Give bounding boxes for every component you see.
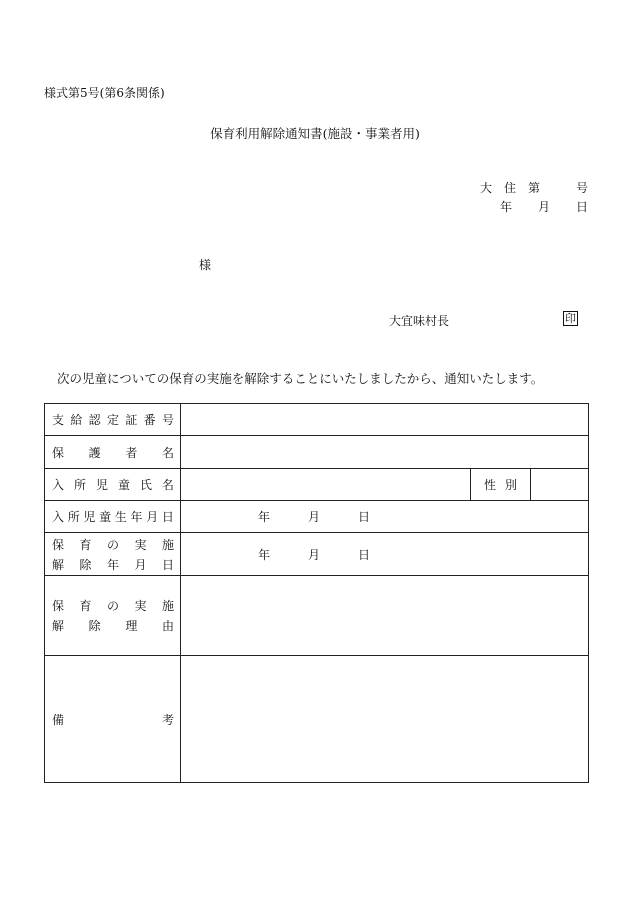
day-unit: 日 xyxy=(358,547,371,562)
day-unit: 日 xyxy=(575,200,588,214)
addressee-suffix: 様 xyxy=(199,258,212,272)
month-unit: 月 xyxy=(308,510,321,524)
doc-dai: 第 xyxy=(527,181,540,195)
month-unit: 月 xyxy=(308,547,321,562)
child-name-label: 入 所 児 童 氏 名 xyxy=(52,478,174,492)
birthdate-label-cell xyxy=(45,501,181,533)
month-unit: 月 xyxy=(537,200,550,214)
release-reason-field[interactable] xyxy=(181,576,589,656)
guardian-label-cell xyxy=(45,436,181,469)
sex-label-cell xyxy=(470,469,530,501)
issue-date-line xyxy=(500,198,588,215)
table-row xyxy=(45,576,589,656)
release-date-label-cell xyxy=(45,533,181,576)
sex-label: 性 別 xyxy=(483,478,517,492)
child-name-field[interactable] xyxy=(181,469,471,501)
year-unit: 年 xyxy=(258,510,271,524)
release-date-label-line1: 保 育 の 実 施 xyxy=(52,537,174,552)
sex-field[interactable] xyxy=(530,469,588,501)
year-unit: 年 xyxy=(258,547,271,562)
guardian-field[interactable] xyxy=(181,436,589,469)
table-row xyxy=(45,656,589,783)
cert-number-label-cell xyxy=(45,404,181,436)
remarks-field[interactable] xyxy=(181,656,589,783)
birthdate-field[interactable] xyxy=(181,501,589,533)
cert-number-field[interactable] xyxy=(181,404,589,436)
release-date-field[interactable] xyxy=(181,533,589,576)
release-reason-label-line1: 保 育 の 実 施 xyxy=(52,599,174,613)
child-name-label-cell xyxy=(45,469,181,501)
doc-prefix: 大 xyxy=(479,181,492,195)
cert-number-label: 支 給 認 定 証 番 号 xyxy=(52,413,174,427)
release-reason-label-cell xyxy=(45,576,181,656)
document-title: 保育利用解除通知書(施設・事業者用) xyxy=(210,126,420,141)
release-form-table xyxy=(44,403,589,783)
issuer-title: 大宜味村長 xyxy=(389,314,450,328)
table-row xyxy=(45,533,589,576)
document-number-line xyxy=(480,179,588,196)
birthdate-label: 入 所 児 童 生 年 月 日 xyxy=(52,510,174,524)
table-row xyxy=(45,501,589,533)
doc-city: 住 xyxy=(503,181,516,195)
day-unit: 日 xyxy=(358,510,371,524)
remarks-label: 備 考 xyxy=(52,712,174,727)
seal-mark: 印 xyxy=(565,312,576,325)
table-row xyxy=(45,436,589,469)
release-date-label-line2: 解 除 年 月 日 xyxy=(52,557,174,572)
notice-text: 次の児童についての保育の実施を解除することにいたしましたから、通知いたします。 xyxy=(57,371,544,386)
table-row xyxy=(45,404,589,436)
remarks-label-cell xyxy=(45,656,181,783)
guardian-label: 保 護 者 名 xyxy=(52,445,174,460)
doc-go: 号 xyxy=(575,181,588,195)
form-number: 様式第5号(第6条関係) xyxy=(44,86,165,100)
year-unit: 年 xyxy=(499,200,512,214)
table-row xyxy=(45,469,589,501)
release-reason-label-line2: 解 除 理 由 xyxy=(52,619,174,633)
